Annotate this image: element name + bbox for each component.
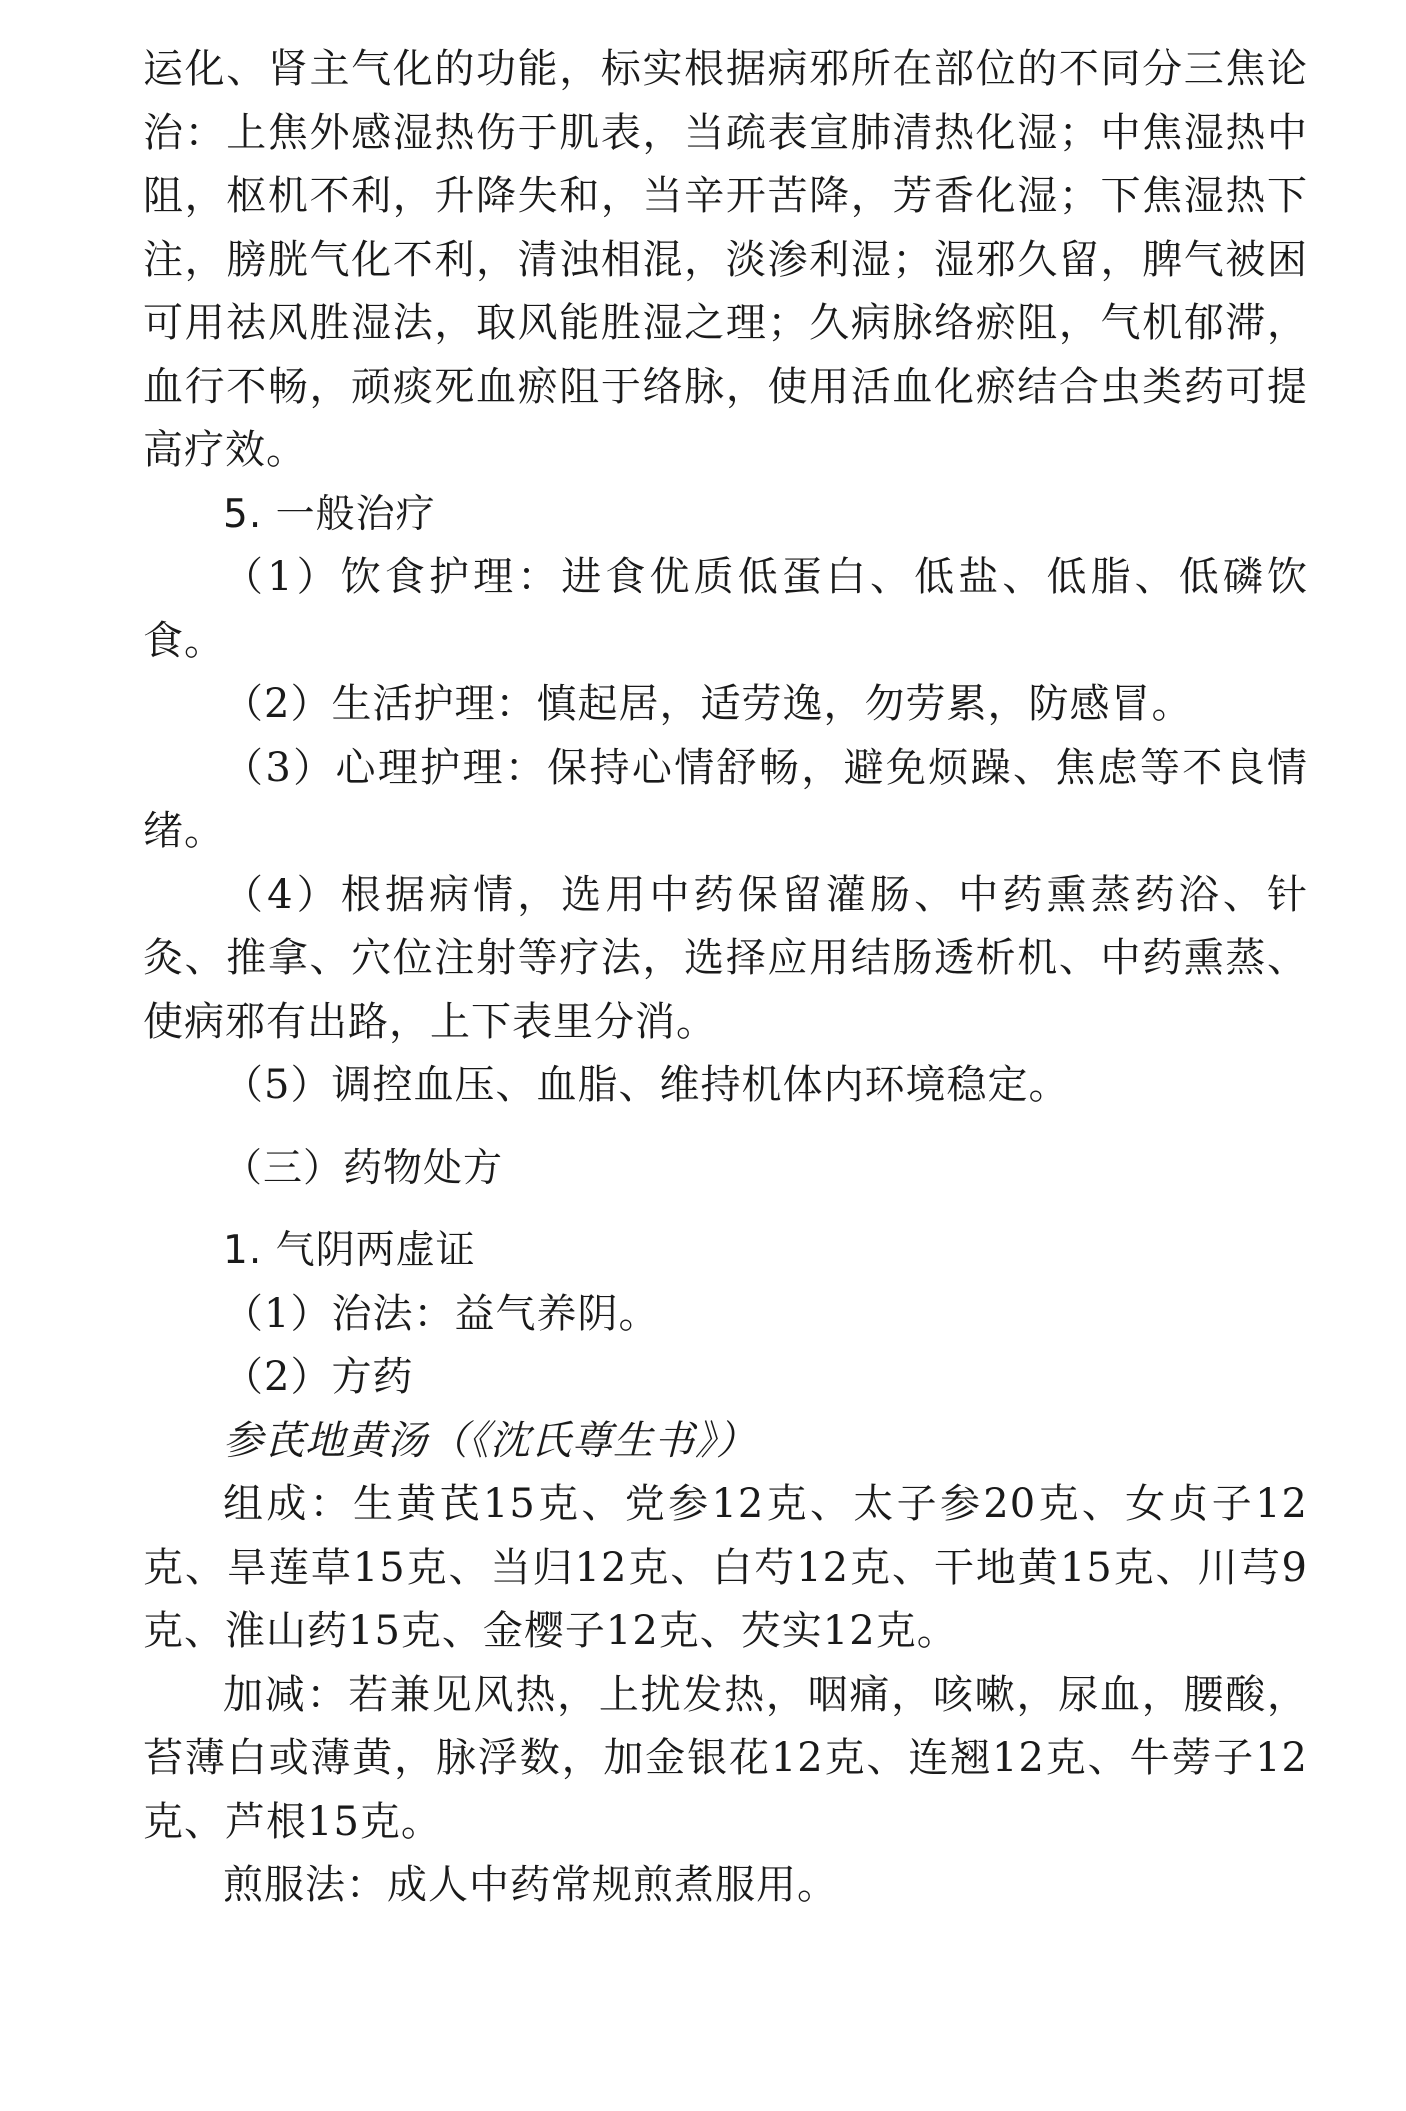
- paragraph-treatment-principle: 运化、肾主气化的功能，标实根据病邪所在部位的不同分三焦论治：上焦外感湿热伤于肌表，当疏表宣肺清热化湿；中焦湿热中阻，枢机不利，升降失和，当辛开苦降，芳香化湿；下焦湿热下注，膀胱气化不利，清浊相混，淡渗利湿；湿邪久留，脾气被困可用祛风胜湿法，取风能胜湿之理；久病脉络瘀阻，气机郁滞，血行不畅，顽痰死血瘀阻于络脉，使用活血化瘀结合虫类药可提高疗效。: [143, 46, 1308, 473]
- paragraph-mental-care: （3）心理护理：保持心情舒畅，避免烦躁、焦虑等不良情绪。: [143, 744, 1308, 854]
- paragraph-recipe-heading: （2）方药: [223, 1354, 414, 1400]
- document-page: [143, 38, 1308, 1918]
- paragraph-life-care: （2）生活护理：慎起居，适劳逸，勿劳累，防感冒。: [223, 681, 1193, 727]
- paragraph-regulation: （5）调控血压、血脂、维持机体内环境稳定。: [223, 1062, 1070, 1108]
- paragraph-composition: 组成：生黄芪15克、党参12克、太子参20克、女贞子12克、旱莲草15克、当归12克、白芍12克、干地黄15克、川芎9克、淮山药15克、金樱子12克、芡实12克。: [143, 1481, 1308, 1654]
- paragraph-therapies: （4）根据病情，选用中药保留灌肠、中药熏蒸药浴、针灸、推拿、穴位注射等疗法，选择应用结肠透析机、中药熏蒸、使病邪有出路，上下表里分消。: [143, 871, 1308, 1045]
- heading-general-treatment: 5. 一般治疗: [223, 491, 436, 537]
- paragraph-diet-care: （1）饮食护理：进食优质低蛋白、低盐、低脂、低磷饮食。: [143, 554, 1308, 664]
- heading-qi-yin-deficiency: 1. 气阴两虚证: [223, 1228, 476, 1273]
- section-heading-prescriptions: （三）药物处方: [223, 1145, 504, 1191]
- paragraph-modification: 加减：若兼见风热，上扰发热，咽痛，咳嗽，尿血，腰酸，苔薄白或薄黄，脉浮数，加金银花12克、连翘12克、牛蒡子12克、芦根15克。: [143, 1671, 1308, 1845]
- paragraph-method: （1）治法：益气养阴。: [223, 1290, 660, 1337]
- formula-name: 参芪地黄汤（《沈氏尊生书》）: [223, 1417, 757, 1464]
- paragraph-decoction: 煎服法：成人中药常规煎煮服用。: [223, 1862, 838, 1908]
